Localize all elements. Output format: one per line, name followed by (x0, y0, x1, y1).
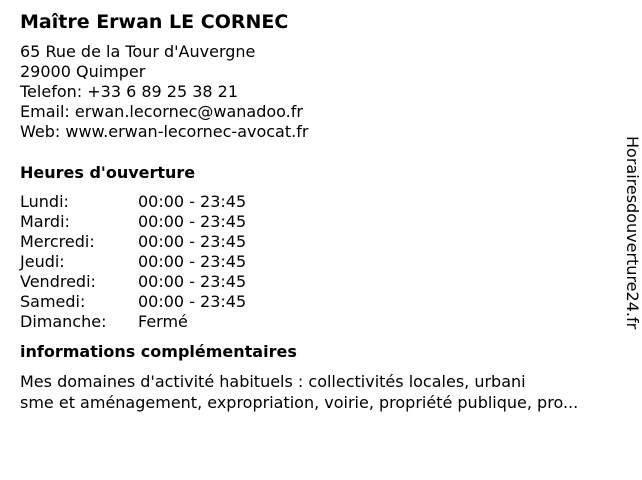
hours-list (20, 192, 620, 332)
address-city: 29000 Quimper (20, 62, 146, 81)
time-value: Fermé (138, 312, 188, 331)
day-label: Samedi: (20, 292, 86, 311)
additional-info-line: sme et aménagement, expropriation, voirie, propriété publique, pro... (20, 393, 579, 412)
time-value: 00:00 - 23:45 (138, 252, 247, 271)
email-text: Email: erwan.lecornec@wanadoo.fr (20, 102, 303, 121)
additional-info-line: Mes domaines d'activité habituels : collectivités locales, urbani (20, 372, 526, 391)
address-street: 65 Rue de la Tour d'Auvergne (20, 42, 256, 61)
additional-info-text (20, 371, 630, 413)
hours-row-tuesday (20, 212, 620, 232)
hours-row-friday (20, 272, 620, 292)
day-label: Mercredi: (20, 232, 95, 251)
time-value: 00:00 - 23:45 (138, 272, 247, 291)
website-text: Web: www.erwan-lecornec-avocat.fr (20, 122, 309, 141)
day-label: Vendredi: (20, 272, 96, 291)
hours-row-wednesday (20, 232, 620, 252)
day-label: Jeudi: (20, 252, 65, 271)
business-card (20, 8, 620, 413)
hours-heading: Heures d'ouverture (20, 163, 196, 182)
hours-row-sunday (20, 312, 620, 332)
additional-info-heading: informations complémentaires (20, 342, 297, 361)
hours-row-thursday (20, 252, 620, 272)
day-label: Dimanche: (20, 312, 107, 331)
time-value: 00:00 - 23:45 (138, 292, 247, 311)
site-watermark: Horairesdouverture24.fr (623, 136, 642, 330)
time-value: 00:00 - 23:45 (138, 212, 247, 231)
day-label: Mardi: (20, 212, 70, 231)
hours-row-saturday (20, 292, 620, 312)
time-value: 00:00 - 23:45 (138, 232, 247, 251)
hours-row-monday (20, 192, 620, 212)
phone-text: Telefon: +33 6 89 25 38 21 (20, 82, 239, 101)
day-label: Lundi: (20, 192, 69, 211)
business-name: Maître Erwan LE CORNEC (20, 11, 289, 33)
time-value: 00:00 - 23:45 (138, 192, 247, 211)
